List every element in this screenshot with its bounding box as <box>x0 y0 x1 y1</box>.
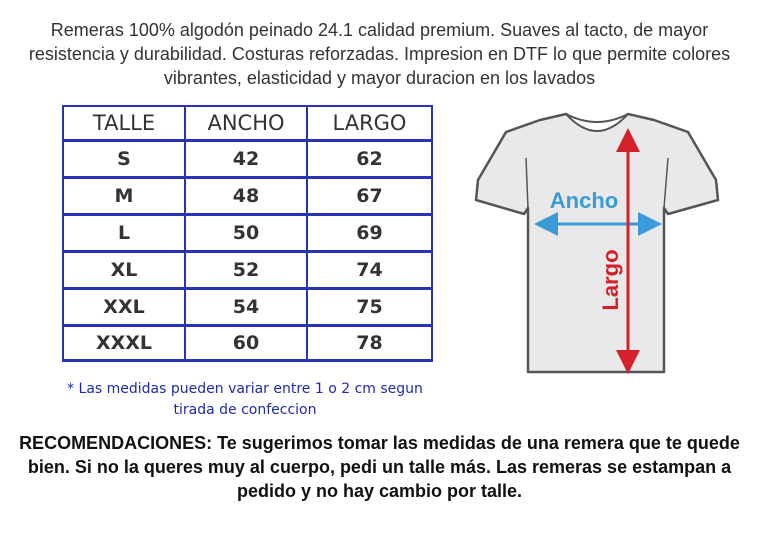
cell-size: S <box>63 141 185 178</box>
cell-size: L <box>63 215 185 252</box>
cell-length: 74 <box>307 252 432 289</box>
table-row <box>63 141 432 178</box>
length-label: Largo <box>598 249 623 311</box>
recommendations-text <box>10 431 749 503</box>
cell-width: 54 <box>185 289 307 326</box>
table-row <box>63 215 432 252</box>
size-chart-table <box>62 105 433 362</box>
cell-length: 78 <box>307 326 432 361</box>
table-row <box>63 289 432 326</box>
cell-width: 52 <box>185 252 307 289</box>
note-line-2: tirada de confeccion <box>173 402 317 418</box>
cell-width: 50 <box>185 215 307 252</box>
cell-length: 62 <box>307 141 432 178</box>
tshirt-measurement-diagram <box>470 108 726 378</box>
cell-width: 42 <box>185 141 307 178</box>
cell-length: 69 <box>307 215 432 252</box>
width-label: Ancho <box>549 188 619 213</box>
cell-size: XXXL <box>63 326 185 361</box>
tshirt-icon <box>476 114 718 372</box>
header-talle: TALLE <box>63 106 185 141</box>
recommendations-body: Te sugerimos tomar las medidas de una remera que te quede bien. Si no la queres muy al cuerpo, pedi un talle más. Las remeras se estampan a pedido y no hay cambio por talle. <box>27 433 740 501</box>
header-largo: LARGO <box>307 106 432 141</box>
note-line-1: * Las medidas pueden variar entre 1 o 2 cm segun <box>67 381 423 397</box>
cell-width: 60 <box>185 326 307 361</box>
table-row <box>63 326 432 361</box>
table-header-row <box>63 106 432 141</box>
cell-size: XXL <box>63 289 185 326</box>
table-row <box>63 178 432 215</box>
measurement-note <box>50 379 440 421</box>
recommendations-label: RECOMENDACIONES: <box>19 433 213 453</box>
table-row <box>63 252 432 289</box>
cell-size: XL <box>63 252 185 289</box>
cell-width: 48 <box>185 178 307 215</box>
cell-length: 67 <box>307 178 432 215</box>
product-description: Remeras 100% algodón peinado 24.1 calidad premium. Suaves al tacto, de mayor resistencia y durabilidad. Costuras reforzadas. Impresion en DTF lo que permite colores vibrantes, elasticidad y mayor duracion en los lavados <box>28 20 731 88</box>
header-ancho: ANCHO <box>185 106 307 141</box>
cell-length: 75 <box>307 289 432 326</box>
cell-size: M <box>63 178 185 215</box>
